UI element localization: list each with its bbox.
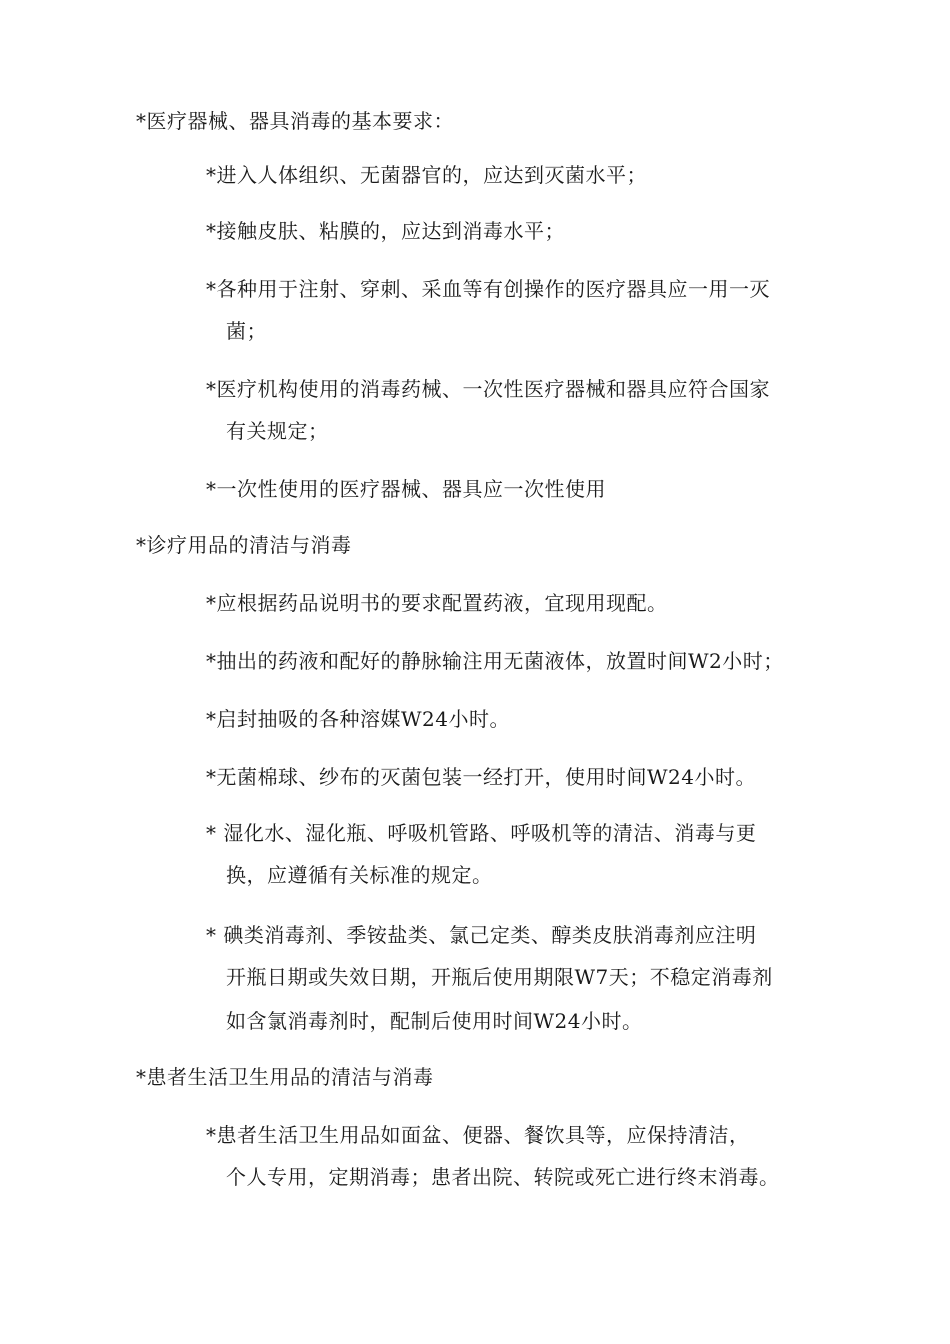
section-heading: *诊疗用品的清洁与消毒 xyxy=(136,533,352,557)
list-item: *应根据药品说明书的要求配置药液，宜现用现配。 xyxy=(206,591,668,615)
list-item: *启封抽吸的各种溶媒W24小时。 xyxy=(206,707,511,731)
list-item-continuation: 如含氯消毒剂时，配制后使用时间W24小时。 xyxy=(226,1009,643,1033)
list-item: *一次性使用的医疗器械、器具应一次性使用 xyxy=(206,477,606,501)
list-item-continuation: 个人专用，定期消毒；患者出院、转院或死亡进行终末消毒。 xyxy=(226,1165,780,1189)
list-item-continuation: 有关规定； xyxy=(226,419,329,443)
section-heading: *患者生活卫生用品的清洁与消毒 xyxy=(136,1065,434,1089)
list-item: *接触皮肤、粘膜的，应达到消毒水平； xyxy=(206,219,565,243)
list-item: *无菌棉球、纱布的灭菌包装一经打开，使用时间W24小时。 xyxy=(206,765,757,789)
list-item: *患者生活卫生用品如面盆、便器、餐饮具等，应保持清洁， xyxy=(206,1123,750,1147)
list-item: *医疗机构使用的消毒药械、一次性医疗器械和器具应符合国家 xyxy=(206,377,770,401)
list-item-continuation: 换，应遵循有关标准的规定。 xyxy=(226,863,493,887)
list-item: * 湿化水、湿化瓶、呼吸机管路、呼吸机等的清洁、消毒与更 xyxy=(206,821,757,845)
list-item-continuation: 菌； xyxy=(226,319,267,343)
list-item-continuation: 开瓶日期或失效日期，开瓶后使用期限W7天；不稳定消毒剂 xyxy=(226,965,773,989)
list-item: *进入人体组织、无菌器官的，应达到灭菌水平； xyxy=(206,163,647,187)
list-item: *各种用于注射、穿刺、采血等有创操作的医疗器具应一用一灭 xyxy=(206,277,770,301)
list-item: * 碘类消毒剂、季铵盐类、氯己定类、醇类皮肤消毒剂应注明 xyxy=(206,923,757,947)
list-item: *抽出的药液和配好的静脉输注用无菌液体，放置时间W2小时； xyxy=(206,649,784,673)
section-heading: *医疗器械、器具消毒的基本要求： xyxy=(136,109,454,133)
